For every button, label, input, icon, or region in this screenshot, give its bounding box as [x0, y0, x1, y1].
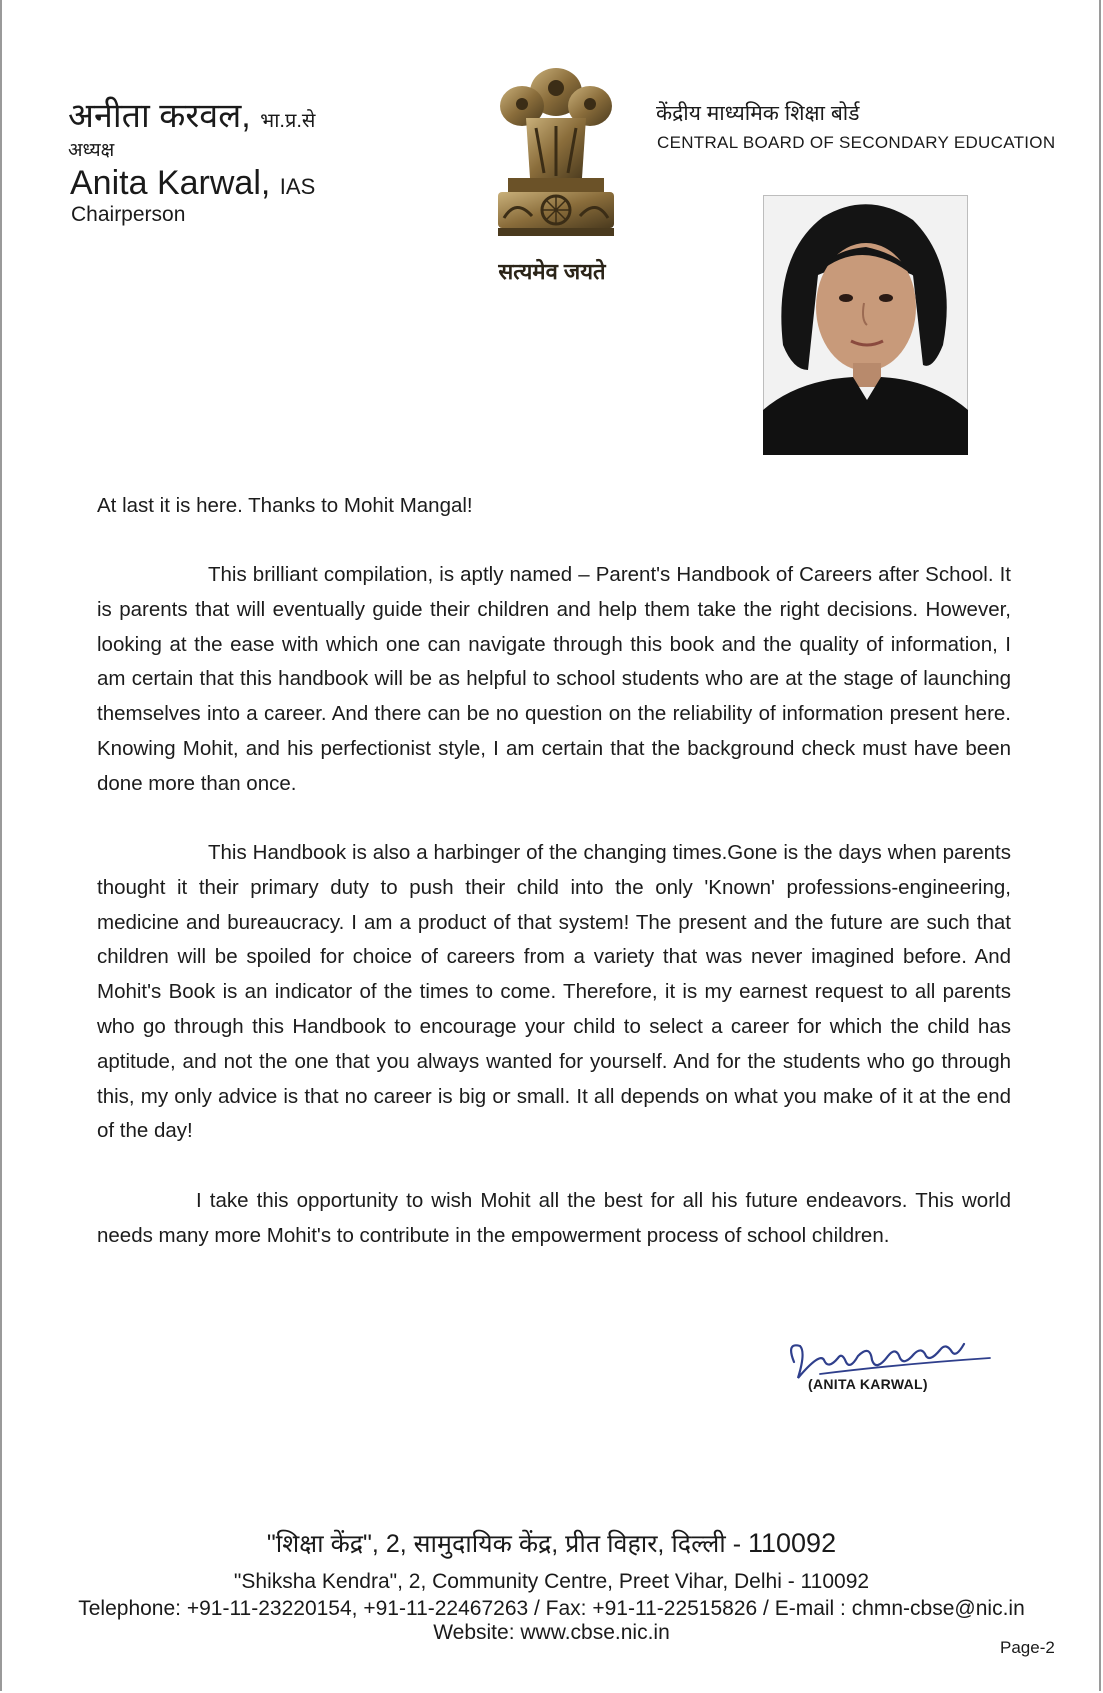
footer-address-hindi [0, 1526, 1103, 1560]
chairperson-suffix-hindi: भा.प्र.से [260, 110, 316, 132]
organization-name: CENTRAL BOARD OF SECONDARY EDUCATION [657, 133, 1056, 152]
chairperson-role: Chairperson [71, 203, 186, 226]
letter-paragraph-1: This brilliant compilation, is aptly named – Parent's Handbook of Careers after School. It is parents that will eventually guide their children and help them take the right decisions. However, looking at the ease with which one can navigate through this book and the quality of information, I am certain that this handbook will be as helpful to school students who are at the stage of launching themselves into a career. And there can be no question on the reliability of information present here. Knowing Mohit, and his perfectionist style, I am certain that the background check must have been done more than once. [97, 563, 1011, 795]
chairperson-photo [763, 195, 968, 455]
letter-opening: At last it is here. Thanks to Mohit Mangal! [97, 494, 473, 517]
footer-pin-code: 110092 [748, 1528, 837, 1558]
state-emblem-icon [486, 58, 626, 248]
emblem-motto: सत्यमेव जयते [498, 259, 606, 284]
chairperson-name-text: Anita Karwal, [70, 164, 271, 202]
footer-contact: Telephone: +91-11-23220154, +91-11-22467263 / Fax: +91-11-22515826 / E-mail : chmn-cbse@nic.in [78, 1597, 1025, 1620]
chairperson-name [70, 164, 315, 203]
footer-website: Website: www.cbse.nic.in [433, 1621, 670, 1644]
footer-address: "Shiksha Kendra", 2, Community Centre, Preet Vihar, Delhi - 110092 [233, 1570, 870, 1593]
organization-name-hindi: केंद्रीय माध्यमिक शिक्षा बोर्ड [656, 102, 860, 125]
page-number: Page-2 [1000, 1638, 1055, 1657]
chairperson-name-hindi-text: अनीता करवल, [68, 97, 251, 135]
footer-address-hindi-text: "शिक्षा केंद्र", 2, सामुदायिक केंद्र, प्रीत विहार, दिल्ली - [266, 1530, 742, 1558]
signature-name: (ANITA KARWAL) [808, 1376, 928, 1392]
chairperson-role-hindi: अध्यक्ष [68, 140, 115, 161]
letter-paragraph-2: This Handbook is also a harbinger of the changing times.Gone is the days when parents thought it their primary duty to push their child into the only 'Known' professions-engineering, medicine and bureaucracy. I am a product of that system! The present and the future are such that children will be spoiled for choice of careers from a variety that was never imagined before. And Mohit's Book is an indicator of the times to come. Therefore, it is my earnest request to all parents who go through this Handbook to encourage your child to select a career for which the child has aptitude, and not the one that you always wanted for yourself. And for the students who go through this, my only advice is that no career is big or small. It all depends on what you make of it at the end of the day! [97, 841, 1011, 1143]
chairperson-name-hindi [68, 96, 315, 141]
chairperson-suffix: IAS [279, 174, 316, 199]
letter-paragraph-3: I take this opportunity to wish Mohit all the best for all his future endeavors. This world needs many more Mohit's to contribute in the empowerment process of school children. [97, 1189, 1011, 1247]
